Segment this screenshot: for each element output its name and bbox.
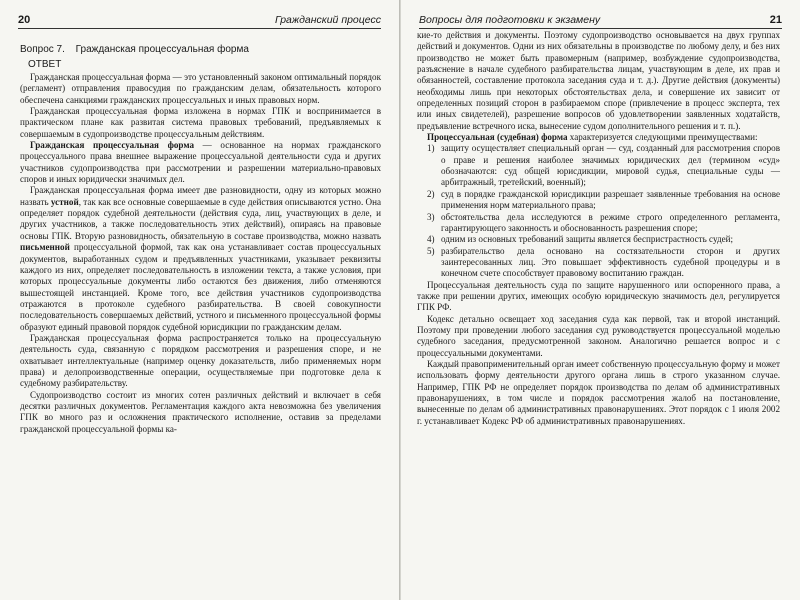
page-number-left: 20 (18, 14, 31, 26)
bold-term: устной (50, 196, 79, 207)
page-number-right: 21 (769, 14, 782, 26)
running-header-right (419, 14, 782, 29)
running-title-left: Гражданский процесс (274, 14, 381, 26)
list-text: разбирательство дела основано на состязательности сторон и других заинтересованных лиц. Это повышает эффективность судебной процедуры и в конечном счете способствует правовому воспитанию граждан. (441, 245, 780, 279)
list-item (427, 212, 780, 235)
paragraph-text: — основанное на нормах гражданского процессуального права внешнее выражение процессуальной деятельности суда и других участников судопроизводства при рассмотрении и разрешении материально-правовых споров и иных юридически значимых дел. (20, 140, 381, 185)
right-page (400, 0, 800, 600)
list-number: 1) (427, 143, 435, 154)
features-list (417, 143, 780, 279)
running-header-left (18, 14, 381, 29)
list-text: одним из основных требований защиты является беспристрастность судей; (441, 234, 734, 245)
paragraph-text: характеризуется следующими преимуществами: (567, 132, 758, 143)
paragraph: Каждый правоприменительный орган имеет собственную процессуальную форму и может использовать форму деятельности другого органа лишь в строго указанном случае. Например, ГПК РФ не определяет порядок производства по делам об административных правонарушениях, в том числе и порядок рассмотрения жалоб на постановление, вынесенные по делам об административных правонарушениях. Этот порядок с 1 июля 2002 г. устанавливает Кодекс РФ об административных правонарушениях. (417, 358, 780, 426)
right-page-body (417, 30, 780, 594)
paragraph: кие-то действия и документы. Поэтому судопроизводство основывается на двух группах действий и документов. Одни из них обязательны в производстве по любому делу, и без них производство не может быть правомерным (например, возбуждение судопроизводства, разъяснение в начале судебного разбирательства лицам, участвующим в деле, их прав и обязанностей, составление протокола заседания суда и т. д.). Другие действия (документы) необходимы лишь при некоторых обстоятельствах дела, и совершение их зависит от определенных позиций сторон в разбираемом споре (привлечение в процесс эксперта, тех или иных свидетелей), разрешение вопросов об удовлетворении заявленных ходатайств, предъявление встречного иска, вынесение судом дополнительного решения и т. п.). (417, 30, 780, 131)
question-label: Вопрос 7. (20, 44, 65, 55)
list-item (427, 189, 780, 212)
question-heading (20, 44, 381, 55)
list-text: защиту осуществляет специальный орган — суд, созданный для рассмотрения споров о праве и решения наиболее значимых юридических дел (термином «суд» обозначаются: суд общей юрисдикции, мировой судья, специальные суды — арбитражный, третейский, военный); (441, 143, 780, 188)
paragraph (20, 140, 381, 185)
question-title: Гражданская процессуальная форма (75, 44, 249, 55)
paragraph: Гражданская процессуальная форма изложена в нормах ГПК и воспринимается в практическом плане как развитая система правовых требований, предъявляемых к совершаемым в судопроизводстве процессуальным действиям. (20, 106, 381, 139)
paragraph-text: , так как все основные совершаемые в суде действия описываются устно. Она определяет порядок судебной деятельности (действия суда, лиц, участвующих в деле, и других участников, а также последовательность этих действий), опираясь на правовые основы ГПК. Вторую разновидность, обязательную в составе производства, можно назвать (20, 196, 381, 241)
list-number: 4) (427, 234, 435, 245)
list-number: 2) (427, 188, 435, 199)
bold-term: Гражданская процессуальная форма (30, 140, 195, 151)
running-title-right: Вопросы для подготовки к экзамену (419, 14, 601, 26)
paragraph-text: Гражданская процессуальная форма имеет две разновидности, одну из которых можно назвать (20, 185, 381, 207)
list-item (427, 234, 780, 245)
paragraph: Судопроизводство состоит из многих сотен различных действий и включает в себя десятки различных документов. Регламентация каждого акта невозможна без увеличения ГПК во много раз и осложнения практического исполнение, оставив за пределами гражданской процессуальной формы ка- (20, 389, 381, 434)
list-item (427, 143, 780, 188)
paragraph-text: процессуальной формой, так как она устанавливает состав процессуальных документов, выработанных судом и предъявленных участниками, указывает реквизиты каждого из них, определяет последовательность в изложении текста, а также условия, при которых процессуальные документы либо остаются без движения, либо отменяются вышестоящей инстанцией. Кроме того, все действия участников судопроизводства отражаются в протоколе судебного разбирательства. В своей совокупности последовательность совершаемых действий, устного и письменного процессуальной формы образуют единый правовой порядок судебной юрисдикции по гражданским делам. (20, 242, 381, 332)
bold-term: Процессуальная (судебная) форма (427, 132, 568, 143)
answer-label: ОТВЕТ (28, 59, 62, 70)
paragraph (417, 132, 780, 143)
left-page-body (20, 40, 381, 594)
paragraph: Процессуальная деятельность суда по защите нарушенного или оспоренного права, а также при решении других, имеющих особую юридическую значимость дел, регулируется ГПК РФ. (417, 279, 780, 313)
paragraph (20, 185, 381, 332)
paragraph: Гражданская процессуальная форма — это установленный законом оптимальный порядок (регламент) отправления правосудия по гражданским делам, обязательность которого обеспечена санкциями гражданских процессуальных и иных правовых норм. (20, 72, 381, 105)
list-item (427, 246, 780, 280)
paragraph: Гражданская процессуальная форма распространяется только на процессуальную деятельность суда, связанную с порядком рассмотрения и разрешения споре, и не охватывает интеллектуальные (например оценку доказательств, либо применяемых норм права) и делопроизводственные операции, осуществляемые при подготовке дела к судебному разбирательству. (20, 332, 381, 389)
list-text: обстоятельства дела исследуются в режиме строго определенного регламента, гарантирующего законность и обоснованность разрешения споре; (441, 211, 780, 233)
list-number: 3) (427, 211, 435, 222)
list-number: 5) (427, 245, 435, 256)
bold-term: письменной (20, 242, 70, 253)
list-text: суд в порядке гражданской юрисдикции разрешает заявленные требования на основе применения норм материального права; (441, 188, 780, 211)
paragraph: Кодекс детально освещает ход заседания суда как первой, так и второй инстанций. Поэтому при проведении любого заседания суд руководствуется процессуальной моделью судебного заседания, предусмотренной законом. Аналогично решается вопрос и с процессуальными документами. (417, 313, 780, 358)
